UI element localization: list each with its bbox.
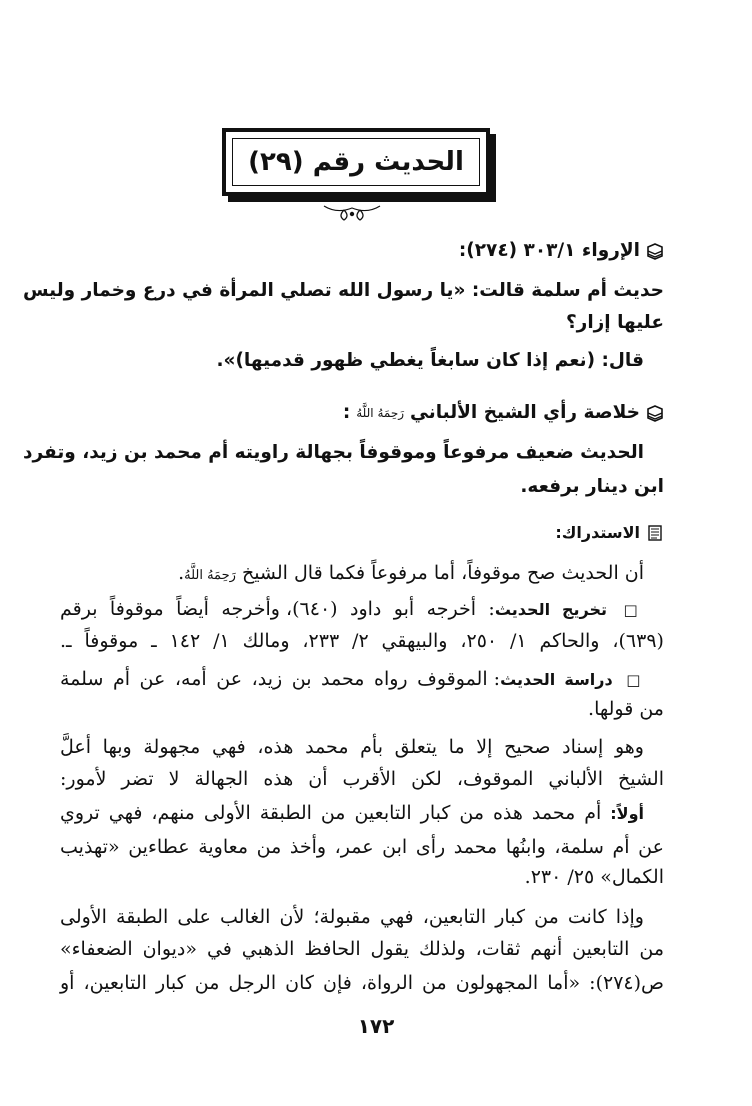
title-frame [222, 128, 490, 196]
awwalan-line-1 [60, 798, 644, 829]
takhrij-line-2: (٦٣٩)، والحاكم ١/ ٢٥٠، والبيهقي ٢/ ٢٣٣، ومالك ١/ ١٤٢ ـ موقوفاً ـ. [60, 630, 664, 652]
istidrak-end: . [178, 562, 185, 584]
irwa-heading [60, 236, 664, 266]
book-icon [646, 242, 664, 260]
ornament-icon [322, 200, 382, 222]
para2-line-1: وإذا كانت من كبار التابعين، فهي مقبولة؛ لأن الغالب على الطبقة الأولى [60, 906, 644, 928]
summary-heading [60, 398, 664, 428]
summary-line-1: الحديث ضعيف مرفوعاً وموقوفاً بجهالة راويته أم محمد بن زيد، وتفرد [23, 442, 644, 463]
dirasa-line-2: من قولها. [588, 698, 664, 720]
square-bullet-icon: □ [623, 601, 644, 619]
book-icon [646, 404, 664, 422]
para1-line-1: وهو إسناد صحيح إلا ما يتعلق بأم محمد هذه، فهي مجهولة وبها أعلَّ [60, 736, 644, 758]
document-icon [646, 524, 664, 542]
para2-line-2: من التابعين أنهم ثقات، ولذلك يقول الحافظ الذهبي في «ديوان الضعفاء» [60, 938, 664, 960]
summary-colon: : [342, 402, 351, 423]
irwa-heading-text: الإرواء ٣٠٣/١ (٢٧٤): [458, 240, 640, 261]
takhrij-text-1: : أخرجه أبو داود (٦٤٠)، وأخرجه أيضاً موقوفاً برقم [60, 598, 495, 620]
dirasa-label: دراسة الحديث [500, 670, 613, 689]
istidrak-line-1 [60, 558, 644, 591]
dirasa-line-1 [60, 664, 644, 695]
summary-honorific: رَحِمَهُ اللَّهُ [356, 406, 405, 420]
awwalan-line-2: عن أم سلمة، وابنُها محمد رأى ابن عمر، وأخذ من معاوية عطاءين «تهذيب [60, 836, 664, 858]
awwalan-text-1: أم محمد هذه من كبار التابعين من الطبقة الأولى منهم، فهي تروي [60, 802, 602, 824]
takhrij-line-1 [60, 594, 644, 625]
hadith-line-1: حديث أم سلمة قالت: «يا رسول الله تصلي المرأة في درع وخمار وليس [23, 280, 664, 301]
summary-line-2: ابن دينار برفعه. [520, 476, 664, 497]
page-number: ١٧٢ [357, 1014, 395, 1038]
awwalan-label: أولاً: [610, 804, 644, 823]
para1-line-2: الشيخ الألباني الموقوف، لكن الأقرب أن هذه الجهالة لا تضر لأمور: [60, 768, 664, 790]
hadith-title: الحديث رقم (٢٩) [248, 147, 464, 177]
istidrak-heading [60, 518, 664, 548]
takhrij-label: تخريج الحديث [494, 600, 608, 619]
awwalan-line-3: الكمال» ٢٥/ ٢٣٠. [524, 866, 664, 888]
dirasa-text-1: : الموقوف رواه محمد بن زيد، عن أمه، عن أم سلمة [60, 668, 501, 690]
hadith-line-2: عليها إزار؟ [565, 312, 664, 333]
istidrak-line-1-text: أن الحديث صح موقوفاً، أما مرفوعاً فكما قال الشيخ [241, 562, 644, 584]
hadith-line-3: قال: (نعم إذا كان سابغاً يغطي ظهور قدميها)». [216, 350, 644, 371]
summary-heading-text: خلاصة رأي الشيخ الألباني [410, 402, 640, 423]
square-bullet-icon: □ [626, 671, 644, 689]
istidrak-honorific: رَحِمَهُ اللَّهُ [184, 568, 236, 583]
para2-line-3: ص(٢٧٤): «أما المجهولون من الرواة، فإن كان الرجل من كبار التابعين، أو [60, 972, 664, 994]
istidrak-heading-text: الاستدراك: [555, 523, 640, 542]
